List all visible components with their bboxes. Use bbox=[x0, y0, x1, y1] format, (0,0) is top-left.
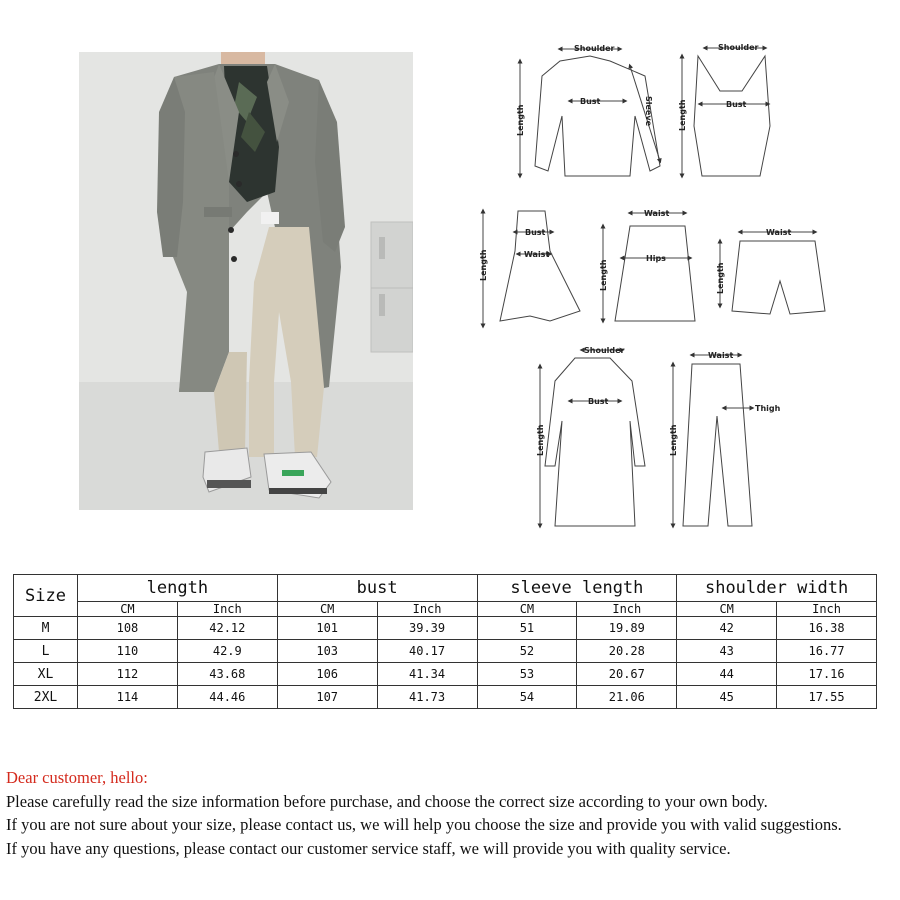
table-cell: 16.77 bbox=[777, 640, 877, 663]
table-cell: 17.55 bbox=[777, 686, 877, 709]
greeting: Dear customer, hello: bbox=[6, 768, 148, 787]
cabinet bbox=[371, 222, 413, 352]
size-cell: L bbox=[14, 640, 78, 663]
unit-header: Inch bbox=[177, 602, 277, 617]
pants-outline bbox=[683, 364, 752, 526]
shirt-shoulder-label: Shoulder bbox=[574, 44, 615, 53]
table-cell: 40.17 bbox=[377, 640, 477, 663]
skirt-length-label: Length bbox=[599, 259, 608, 291]
table-cell: 107 bbox=[277, 686, 377, 709]
coat-bust-label: Bust bbox=[588, 397, 609, 406]
table-cell: 39.39 bbox=[377, 617, 477, 640]
product-photo bbox=[79, 52, 413, 510]
unit-header: CM bbox=[477, 602, 577, 617]
coat-outline bbox=[545, 358, 645, 526]
table-cell: 42.9 bbox=[177, 640, 277, 663]
table-cell: 108 bbox=[78, 617, 178, 640]
coat-shoulder-label: Shoulder bbox=[584, 346, 625, 355]
table-cell: 45 bbox=[677, 686, 777, 709]
table-cell: 16.38 bbox=[777, 617, 877, 640]
pants-waist-label: Waist bbox=[708, 351, 734, 360]
table-cell: 101 bbox=[277, 617, 377, 640]
unit-header: Inch bbox=[577, 602, 677, 617]
table-cell: 53 bbox=[477, 663, 577, 686]
table-cell: 19.89 bbox=[577, 617, 677, 640]
table-cell: 17.16 bbox=[777, 663, 877, 686]
shirt-outline bbox=[535, 56, 660, 176]
table-cell: 41.34 bbox=[377, 663, 477, 686]
table-row bbox=[14, 686, 877, 709]
shirt-bust-label: Bust bbox=[580, 97, 601, 106]
shirt-sleeve-label: Sleeve bbox=[644, 96, 653, 126]
size-table bbox=[13, 574, 877, 709]
vest-shoulder-label: Shoulder bbox=[718, 43, 759, 52]
group-header-shoulder-width: shoulder width bbox=[677, 575, 877, 602]
table-cell: 44 bbox=[677, 663, 777, 686]
table-cell: 43 bbox=[677, 640, 777, 663]
shirt-length-label: Length bbox=[516, 104, 525, 136]
customer-notice bbox=[6, 766, 896, 860]
table-row bbox=[14, 663, 877, 686]
size-cell: M bbox=[14, 617, 78, 640]
unit-header: CM bbox=[277, 602, 377, 617]
unit-header: Inch bbox=[377, 602, 477, 617]
table-cell: 41.73 bbox=[377, 686, 477, 709]
size-cell: 2XL bbox=[14, 686, 78, 709]
table-cell: 42 bbox=[677, 617, 777, 640]
skirt-outline bbox=[615, 226, 695, 321]
table-row bbox=[14, 640, 877, 663]
skirt-waist-label: Waist bbox=[644, 209, 670, 218]
group-header-bust: bust bbox=[277, 575, 477, 602]
group-header-length: length bbox=[78, 575, 278, 602]
table-cell: 21.06 bbox=[577, 686, 677, 709]
shorts-outline bbox=[732, 241, 825, 314]
dress-length-label: Length bbox=[479, 249, 488, 281]
size-column-header: Size bbox=[14, 575, 78, 617]
table-header-row bbox=[14, 575, 877, 602]
table-cell: 20.28 bbox=[577, 640, 677, 663]
vest-bust-label: Bust bbox=[726, 100, 747, 109]
skirt-hips-label: Hips bbox=[646, 254, 666, 263]
dress-waist-label: Waist bbox=[524, 250, 550, 259]
unit-header-row bbox=[14, 602, 877, 617]
notice-line: If you have any questions, please contact our customer service staff, we will provide you with quality service. bbox=[6, 838, 731, 858]
model-illustration bbox=[79, 52, 413, 510]
table-cell: 52 bbox=[477, 640, 577, 663]
table-cell: 112 bbox=[78, 663, 178, 686]
table-cell: 44.46 bbox=[177, 686, 277, 709]
vest-outline bbox=[694, 56, 770, 176]
garment-outlines bbox=[470, 36, 850, 536]
unit-header: CM bbox=[78, 602, 178, 617]
shorts-length-label: Length bbox=[716, 262, 725, 294]
pants-thigh-label: Thigh bbox=[755, 404, 781, 413]
table-cell: 106 bbox=[277, 663, 377, 686]
vest-length-label: Length bbox=[678, 99, 687, 131]
measurement-diagrams bbox=[470, 36, 850, 536]
table-cell: 110 bbox=[78, 640, 178, 663]
coat-length-label: Length bbox=[536, 424, 545, 456]
dress-bust-label: Bust bbox=[525, 228, 546, 237]
table-cell: 103 bbox=[277, 640, 377, 663]
size-cell: XL bbox=[14, 663, 78, 686]
table-cell: 114 bbox=[78, 686, 178, 709]
unit-header: CM bbox=[677, 602, 777, 617]
unit-header: Inch bbox=[777, 602, 877, 617]
shorts-waist-label: Waist bbox=[766, 228, 792, 237]
table-cell: 42.12 bbox=[177, 617, 277, 640]
table-cell: 43.68 bbox=[177, 663, 277, 686]
notice-line: Please carefully read the size information before purchase, and choose the correct size according to your own body. bbox=[6, 791, 768, 811]
table-cell: 51 bbox=[477, 617, 577, 640]
pants-length-label: Length bbox=[669, 424, 678, 456]
group-header-sleeve-length: sleeve length bbox=[477, 575, 677, 602]
table-cell: 20.67 bbox=[577, 663, 677, 686]
table-row bbox=[14, 617, 877, 640]
table-cell: 54 bbox=[477, 686, 577, 709]
notice-line: If you are not sure about your size, please contact us, we will help you choose the size and provide you with valid suggestions. bbox=[6, 815, 842, 834]
